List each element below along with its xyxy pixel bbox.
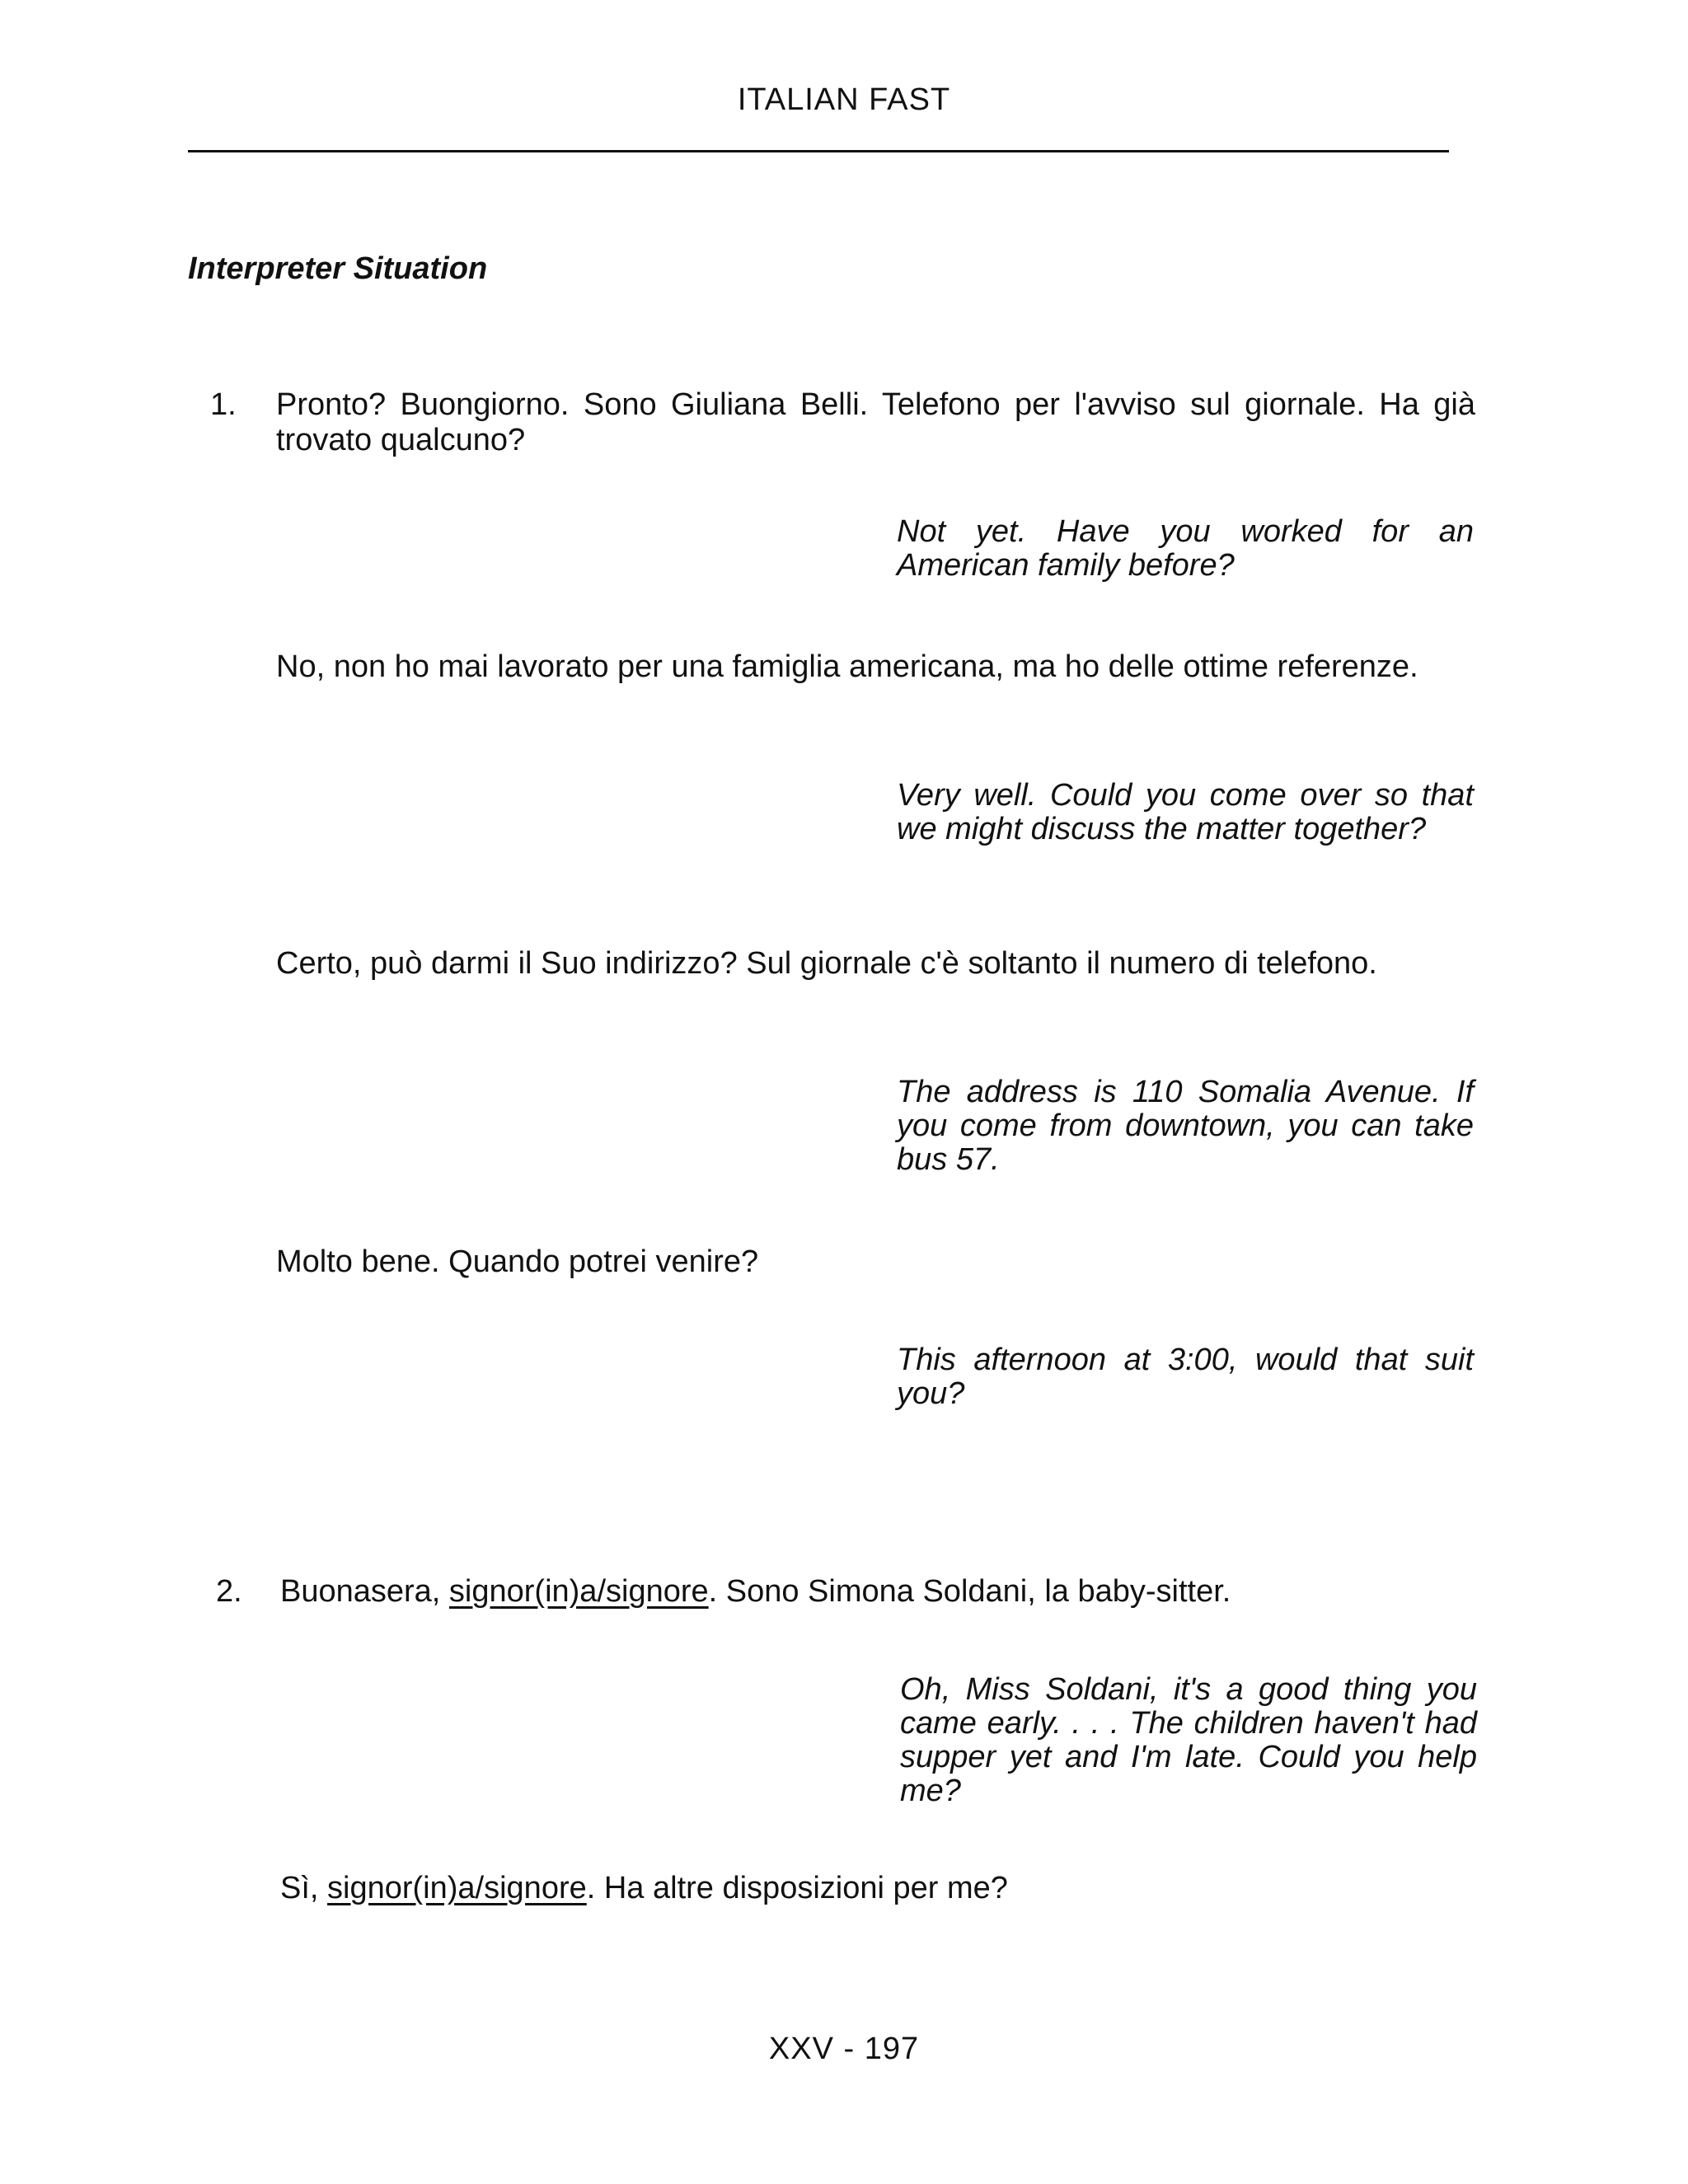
italian-line [280,1871,1479,1906]
underlined-term: signor(in)a/signore [327,1871,587,1905]
italian-line: Certo, può darmi il Suo indirizzo? Sul giornale c'è soltanto il numero di telefono. [276,946,1377,981]
underlined-term: signor(in)a/signore [448,1574,709,1609]
english-line: This afternoon at 3:00, would that suit you? [897,1343,1474,1411]
italian-line [280,1574,1479,1610]
italian-text: Sì, [280,1871,328,1905]
italian-text: Buonasera, [280,1574,449,1609]
english-line: Very well. Could you come over so that we might discuss the matter together? [897,778,1474,846]
italian-line: Pronto? Buongiorno. Sono Giuliana Belli. Telefono per l'avviso sul giornale. Ha già trovato qualcuno? [276,387,1475,457]
italian-text: . Ha altre disposizioni per me? [586,1871,1008,1905]
header-divider [188,150,1449,152]
italian-text: . Sono Simona Soldani, la baby-sitter. [708,1574,1231,1609]
page-number: XXV - 197 [768,2032,920,2066]
section-title: Interpreter Situation [188,251,488,286]
english-line: Oh, Miss Soldani, it's a good thing you came early. . . . The children haven't had supper yet and I'm late. Could you help me? [900,1672,1477,1808]
running-header: ITALIAN FAST [737,82,951,117]
english-line: The address is 110 Somalia Avenue. If you come from downtown, you can take bus 57. [897,1075,1474,1177]
english-line: Not yet. Have you worked for an American family before? [897,514,1474,583]
item-number: 2. [216,1574,242,1609]
item-number: 1. [210,387,237,422]
italian-line: Molto bene. Quando potrei venire? [276,1244,759,1279]
italian-line: No, non ho mai lavorato per una famiglia americana, ma ho delle ottime referenze. [276,649,1418,684]
